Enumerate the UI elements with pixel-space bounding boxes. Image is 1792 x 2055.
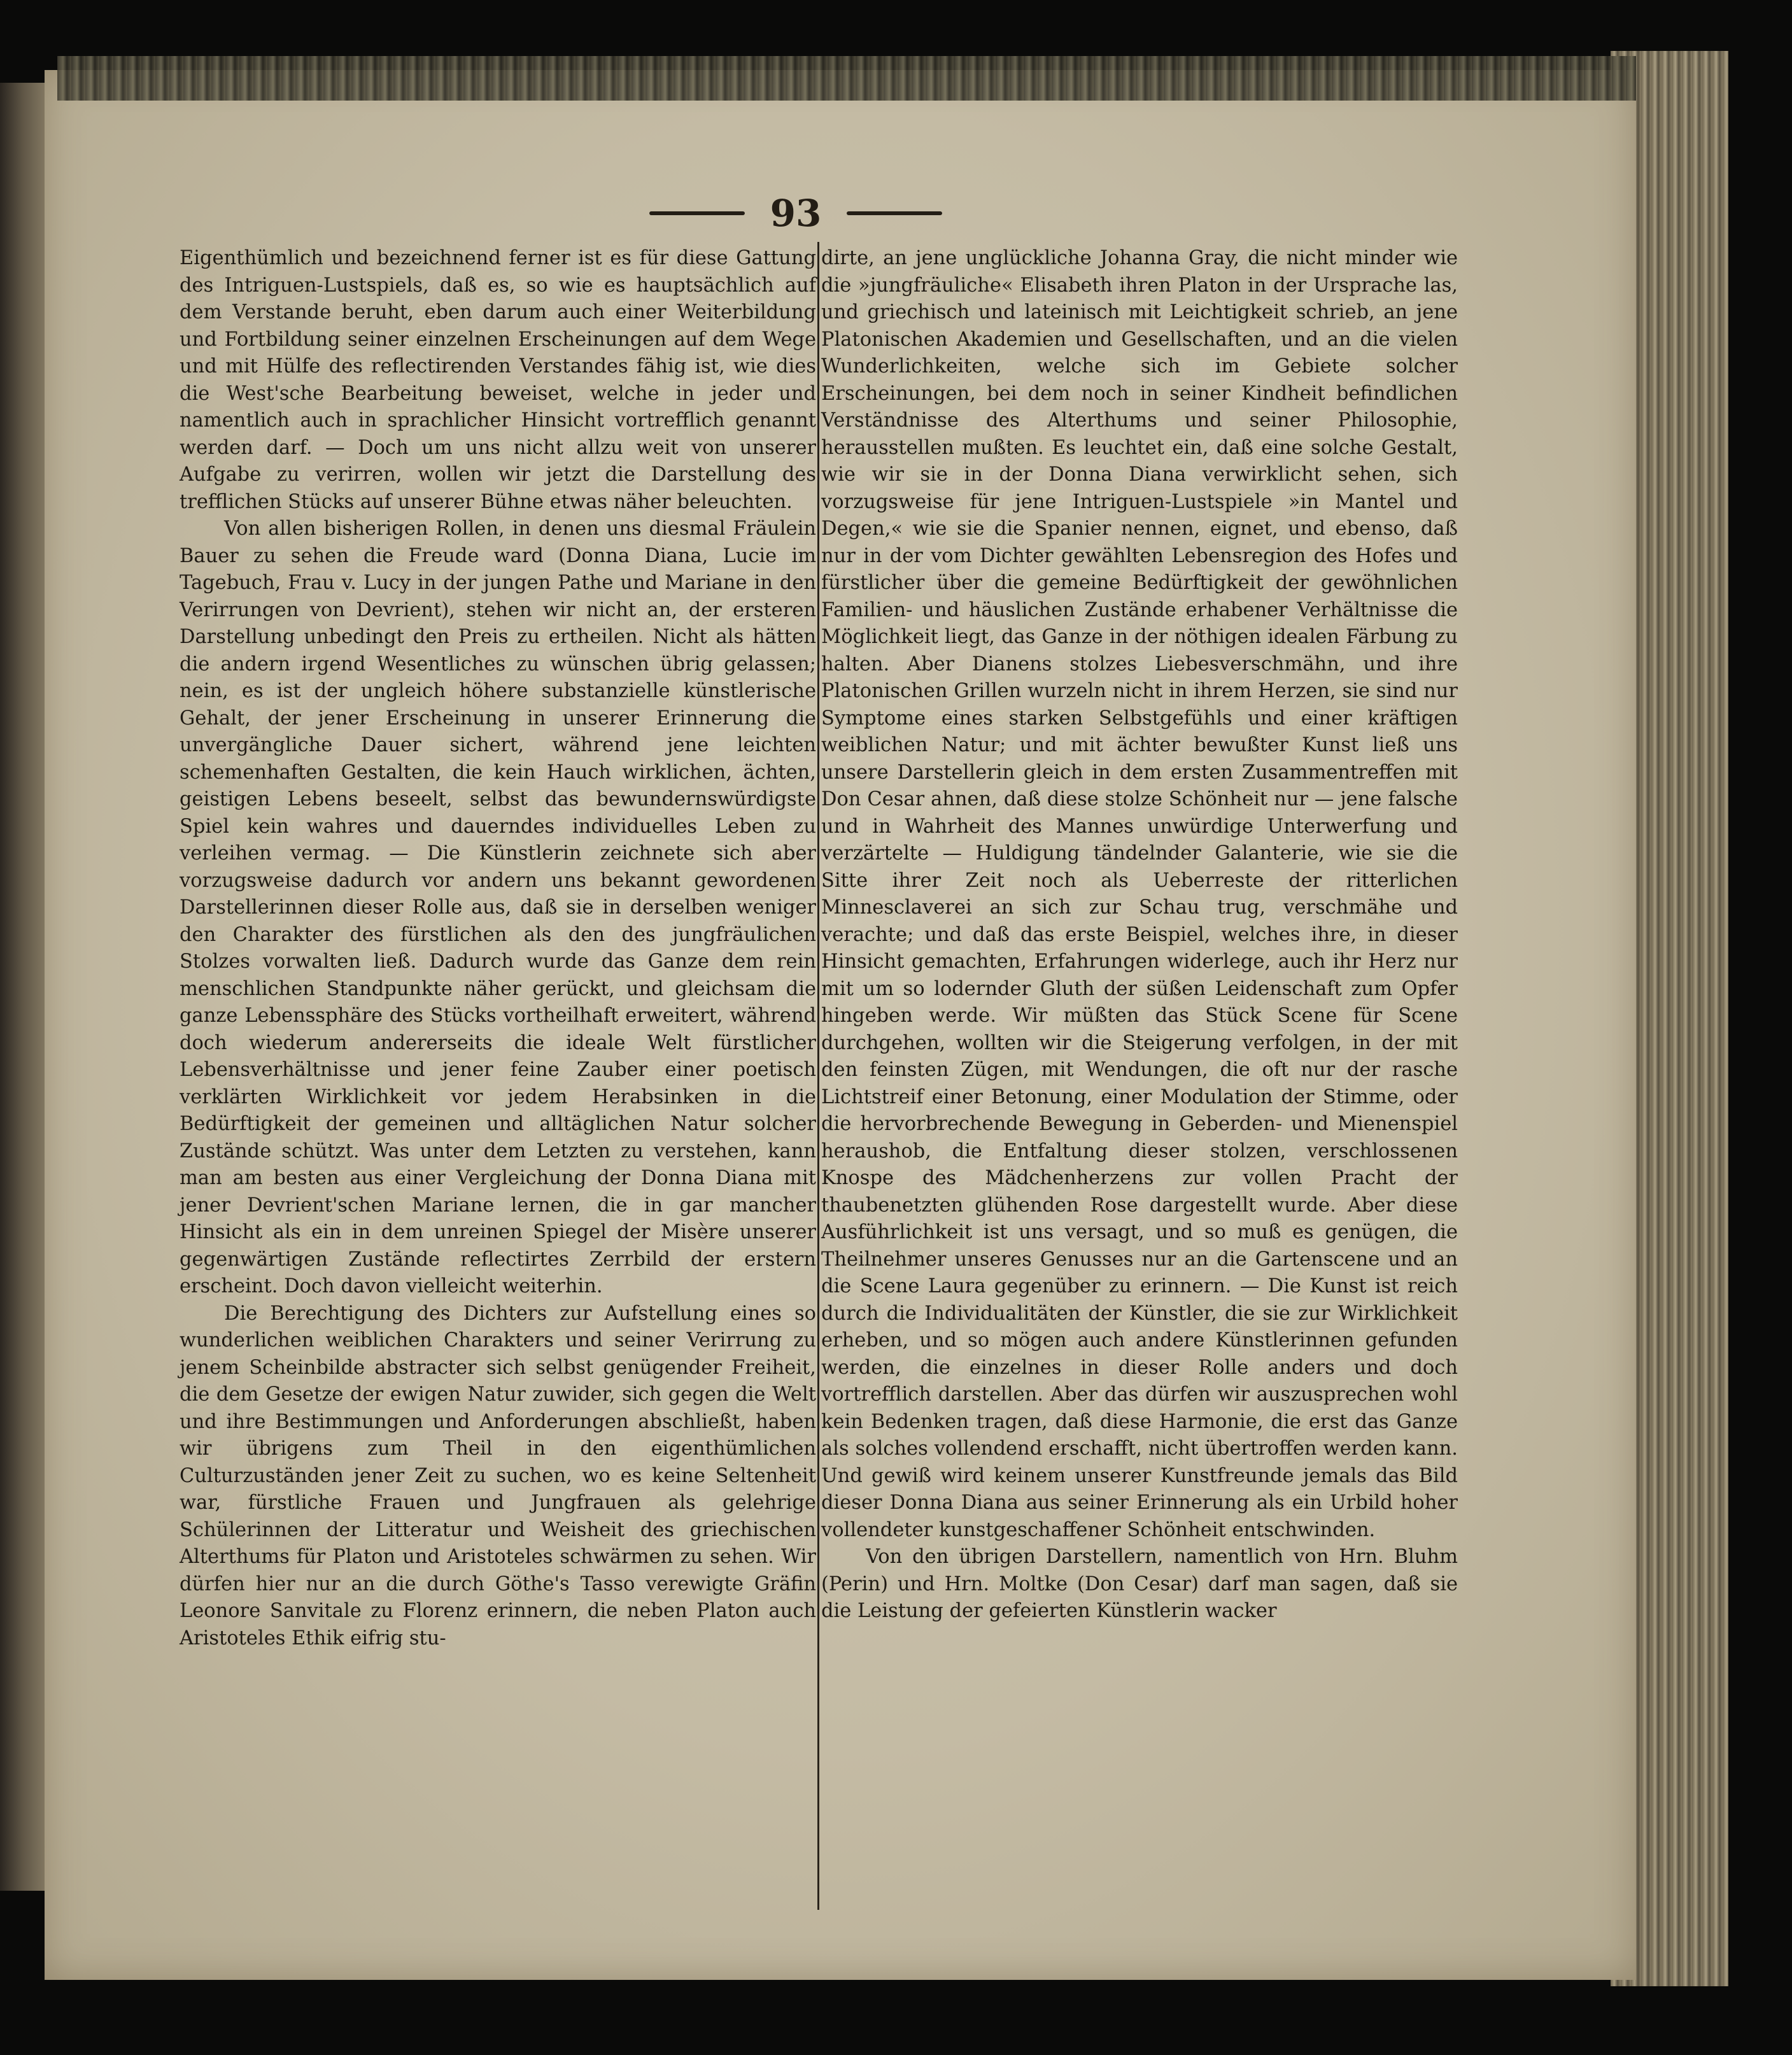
left-paragraph-2: Von allen bisherigen Rollen, in denen uns diesmal Fräulein Bauer zu sehen die Freude ward (Donna Diana, Lucie im Tagebuch, Frau v. Lucy in der jungen Pathe und Mariane in den Verirrungen von Devrient), stehen wir nicht an, der ersteren Darstellung unbedingt den Preis zu ertheilen. Nicht als hätten die andern irgend Wesentliches zu wünschen übrig gelassen; nein, es ist der ungleich höhere substanzielle künstlerische Gehalt, der jener Erscheinung in unserer Erinnerung die unvergängliche Dauer sichert, während jene leichten schemenhaften Gestalten, die kein Hauch wirklichen, ächten, geistigen Lebens beseelt, selbst das bewundernswürdigste Spiel kein wahres und dauerndes individuelles Leben zu verleihen vermag. — Die Künstlerin zeichnete sich aber vorzugsweise dadurch vor andern uns bekannt gewordenen Darstellerinnen dieser Rolle aus, daß sie in derselben weniger den Charakter des fürstlichen als den des jungfräulichen Stolzes vorwalten ließ. Dadurch wurde das Ganze dem rein menschlichen Standpunkte näher gerückt, und gleichsam die ganze Lebenssphäre des Stücks vortheilhaft erweitert, während doch wiederum andererseits die ideale Welt fürstlicher Lebensverhältnisse und jener feine Zauber einer poetisch verklärten Wirklichkeit vor jedem Herabsinken in die Bedürftigkeit der gemeinen und alltäglichen Natur solcher Zustände schützt. Was unter dem Letzten zu verstehen, kann man am besten aus einer Vergleichung der Donna Diana mit jener Devrient'schen Mariane lernen, die in gar mancher Hinsicht als ein in dem unreinen Spiegel der Misère unserer gegenwärtigen Zustände reflectirtes Zerrbild der erstern erscheint. Doch davon vielleicht weiterhin.	[180, 518, 816, 1297]
right-column	[821, 245, 1458, 1938]
left-paragraph-3: Die Berechtigung des Dichters zur Aufstellung eines so wunderlichen weiblichen Charakters und seiner Verirrung zu jenem Scheinbilde abstracter sich selbst genügender Freiheit, die dem Gesetze der ewigen Natur zuwider, sich gegen die Welt und ihre Bestimmungen und Anforderungen abschließt, haben wir übrigens zum Theil in den eigenthümlichen Culturzuständen jener Zeit zu suchen, wo es keine Seltenheit war, fürstliche Frauen und Jungfrauen als gelehrige Schülerinnen der Litteratur und Weisheit des griechischen Alterthums für Platon und Aristoteles schwärmen zu sehen. Wir dürfen hier nur an die durch Göthe's Tasso verewigte Gräfin Leonore Sanvitale zu Florenz erinnern, die neben Platon auch Aristoteles Ethik eifrig stu-	[180, 1302, 816, 1649]
header-rule-left	[649, 211, 745, 215]
column-divider	[817, 242, 819, 1910]
book-spine	[0, 83, 51, 1891]
header-rule-right	[847, 211, 942, 215]
top-binding-edge	[57, 56, 1636, 101]
left-column	[180, 245, 816, 1938]
page-number: 93	[770, 192, 822, 235]
page-header	[637, 185, 955, 242]
right-paragraph-1: dirte, an jene unglückliche Johanna Gray, die nicht minder wie die »jungfräuliche« Elisabeth ihren Platon in der Ursprache las, und griechisch und lateinisch mit Leichtigkeit schrieb, an jene Platonischen Akademien und Gesellschaften, und an die vielen Wunderlichkeiten, welche sich im Gebiete solcher Erscheinungen, bei dem noch in seiner Kindheit befindlichen Verständnisse des Alterthums und seiner Philosophie, herausstellen mußten. Es leuchtet ein, daß eine solche Gestalt, wie wir sie in der Donna Diana verwirklicht sehen, sich vorzugsweise für jene Intriguen-Lustspiele »in Mantel und Degen,« wie sie die Spanier nennen, eignet, und ebenso, daß nur in der vom Dichter gewählten Lebensregion des Hofes und fürstlicher über die gemeine Bedürftigkeit der gewöhnlichen Familien- und häuslichen Zustände erhabener Verhältnisse die Möglichkeit liegt, das Ganze in der nöthigen idealen Färbung zu halten. Aber Dianens stolzes Liebesverschmähn, und ihre Platonischen Grillen wurzeln nicht in ihrem Herzen, sie sind nur Symptome eines starken Selbstgefühls und einer kräftigen weiblichen Natur; und mit ächter bewußter Kunst ließ uns unsere Darstellerin gleich in dem ersten Zusammentreffen mit Don Cesar ahnen, daß diese stolze Schönheit nur — jene falsche und in Wahrheit des Mannes unwürdige Unterwerfung und verzärtelte — Huldigung tändelnder Galanterie, wie sie die Sitte ihrer Zeit noch als Ueberreste der ritterlichen Minnesclaverei an sich zur Schau trug, verschmähe und verachte; und daß das erste Beispiel, welches ihre, in dieser Hinsicht gemachten, Erfahrungen widerlege, auch ihr Herz nur mit um so lodernder Gluth der süßen Leidenschaft zum Opfer hingeben werde. Wir müßten das Stück Scene für Scene durchgehen, wollten wir die Steigerung verfolgen, in der mit den feinsten Zügen, mit Wendungen, die oft nur der rasche Lichtstreif einer Betonung, einer Modulation der Stimme, oder die hervorbrechende Bewegung in Geberden- und Mienenspiel heraushob, die Entfaltung dieser stolzen, verschlossenen Knospe des Mädchenherzens zur vollen Pracht der thaubenetzten glühenden Rose dargestellt wurde. Aber diese Ausführlichkeit ist uns versagt, und so muß es genügen, die Theilnehmer unseres Genusses nur an die Gartenscene und an die Scene Laura gegenüber zu erinnern. — Die Kunst ist reich durch die Individualitäten der Künstler, die sie zur Wirklichkeit erheben, und so mögen auch andere Künstlerinnen gefunden werden, die einzelnes in dieser Rolle anders und doch vortrefflich darstellen. Aber das dürfen wir auszusprechen wohl kein Bedenken tragen, daß diese Harmonie, die erst das Ganze als solches vollendend erschafft, nicht übertroffen werden kann. Und gewiß wird keinem unserer Kunstfreunde jemals das Bild dieser Donna Diana aus seiner Erinnerung als ein Urbild hoher vollendeter kunstgeschaffener Schönheit entschwinden.	[821, 247, 1458, 1541]
right-paragraph-2: Von den übrigen Darstellern, namentlich von Hrn. Bluhm (Perin) und Hrn. Moltke (Don Cesar) darf man sagen, daß sie die Leistung der gefeierten Künstlerin wacker	[821, 1546, 1458, 1622]
left-paragraph-1: Eigenthümlich und bezeichnend ferner ist es für diese Gattung des Intriguen-Lustspiels, daß es, so wie es hauptsächlich auf dem Verstande beruht, eben darum auch einer Weiterbildung und Fortbildung seiner einzelnen Erscheinungen auf dem Wege und mit Hülfe des reflectirenden Verstandes fähig ist, wie dies die West'sche Bearbeitung beweiset, welche in jeder und namentlich auch in sprachlicher Hinsicht vortrefflich genannt werden darf. — Doch um uns nicht allzu weit von unserer Aufgabe zu verirren, wollen wir jetzt die Darstellung des trefflichen Stücks auf unserer Bühne etwas näher beleuchten.	[180, 247, 816, 513]
